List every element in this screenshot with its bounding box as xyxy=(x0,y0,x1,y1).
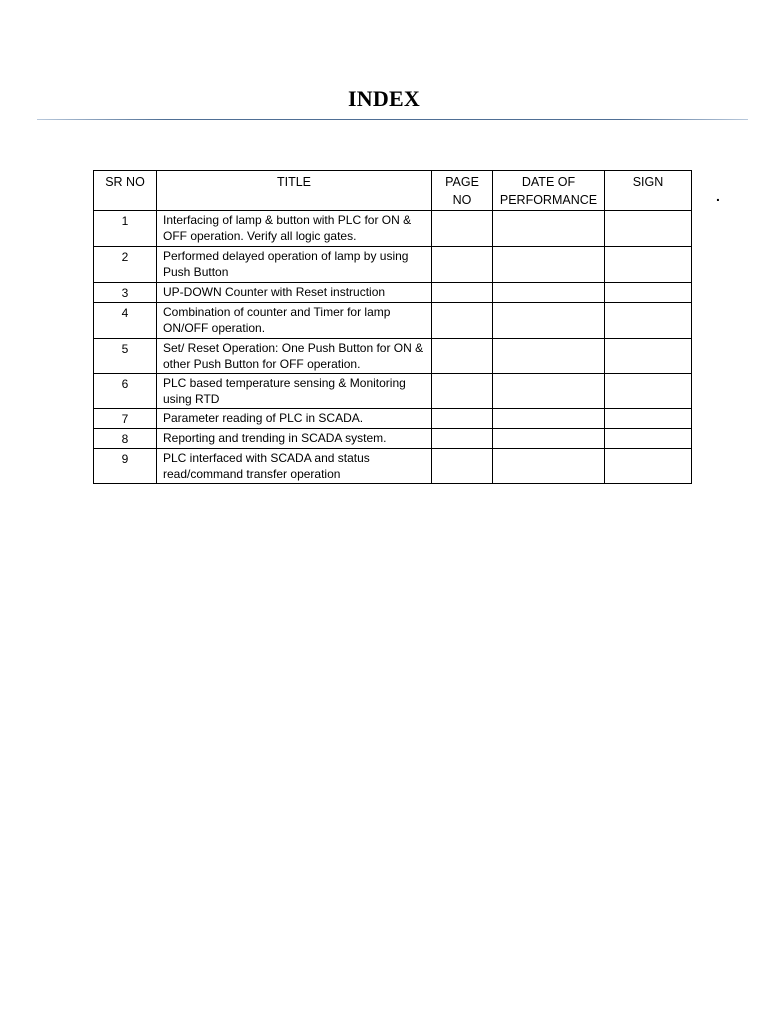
title-cell: Combination of counter and Timer for lamp ON/OFF operation. xyxy=(157,303,432,339)
date-cell xyxy=(493,374,605,409)
table-row xyxy=(94,211,692,247)
page-cell xyxy=(432,283,493,303)
header-date-of-performance: DATE OF PERFORMANCE xyxy=(493,171,605,211)
title-cell: Interfacing of lamp & button with PLC for ON & OFF operation. Verify all logic gates. xyxy=(157,211,432,247)
sign-cell xyxy=(605,374,692,409)
sr-cell: 1 xyxy=(94,211,157,247)
table-row xyxy=(94,449,692,484)
page-cell xyxy=(432,211,493,247)
date-cell xyxy=(493,449,605,484)
table-row xyxy=(94,339,692,374)
title-cell: Performed delayed operation of lamp by using Push Button xyxy=(157,247,432,283)
page-cell xyxy=(432,449,493,484)
title-cell: PLC interfaced with SCADA and status read/command transfer operation xyxy=(157,449,432,484)
sr-cell: 6 xyxy=(94,374,157,409)
page-cell xyxy=(432,429,493,449)
sign-cell xyxy=(605,449,692,484)
table-row xyxy=(94,429,692,449)
sr-cell: 8 xyxy=(94,429,157,449)
table-row xyxy=(94,374,692,409)
table-header-row xyxy=(94,171,692,211)
date-cell xyxy=(493,247,605,283)
page-cell xyxy=(432,374,493,409)
date-cell xyxy=(493,339,605,374)
sr-cell: 2 xyxy=(94,247,157,283)
title-cell: Parameter reading of PLC in SCADA. xyxy=(157,409,432,429)
index-table xyxy=(93,170,692,484)
date-cell xyxy=(493,211,605,247)
sign-cell xyxy=(605,283,692,303)
sign-cell xyxy=(605,247,692,283)
header-page-no: PAGE NO xyxy=(432,171,493,211)
sr-cell: 9 xyxy=(94,449,157,484)
page-cell xyxy=(432,339,493,374)
date-cell xyxy=(493,303,605,339)
sr-cell: 7 xyxy=(94,409,157,429)
title-cell: UP-DOWN Counter with Reset instruction xyxy=(157,283,432,303)
title-cell: Reporting and trending in SCADA system. xyxy=(157,429,432,449)
stray-mark: . xyxy=(716,188,720,204)
sign-cell xyxy=(605,429,692,449)
header-sign: SIGN xyxy=(605,171,692,211)
header-sr-no: SR NO xyxy=(94,171,157,211)
date-cell xyxy=(493,429,605,449)
table-row xyxy=(94,283,692,303)
sign-cell xyxy=(605,339,692,374)
sr-cell: 3 xyxy=(94,283,157,303)
table-row xyxy=(94,303,692,339)
title-cell: PLC based temperature sensing & Monitoring using RTD xyxy=(157,374,432,409)
header-title: TITLE xyxy=(157,171,432,211)
date-cell xyxy=(493,409,605,429)
table-row xyxy=(94,247,692,283)
page-cell xyxy=(432,247,493,283)
date-cell xyxy=(493,283,605,303)
sr-cell: 5 xyxy=(94,339,157,374)
page-cell xyxy=(432,303,493,339)
page-cell xyxy=(432,409,493,429)
sign-cell xyxy=(605,303,692,339)
page-title: INDEX xyxy=(348,86,420,111)
sign-cell xyxy=(605,409,692,429)
sign-cell xyxy=(605,211,692,247)
title-divider xyxy=(37,119,748,120)
title-cell: Set/ Reset Operation: One Push Button for ON & other Push Button for OFF operation. xyxy=(157,339,432,374)
table-row xyxy=(94,409,692,429)
sr-cell: 4 xyxy=(94,303,157,339)
